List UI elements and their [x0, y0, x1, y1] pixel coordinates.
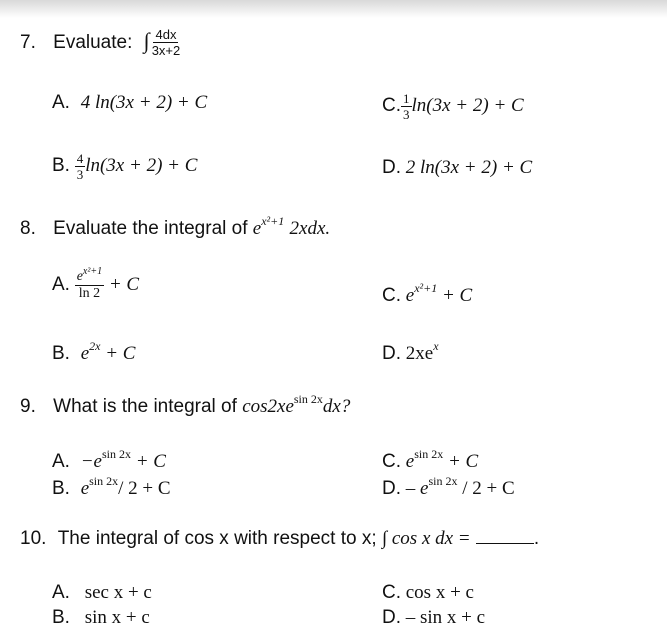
question-7: [20, 28, 182, 57]
option-label: D.: [382, 607, 401, 628]
option-text: ln(3x + 2) + C: [85, 154, 198, 176]
expr-base: cos2xe: [242, 396, 294, 417]
fraction-numerator: 4dx: [155, 27, 177, 43]
option-label: B.: [52, 343, 70, 364]
coef-num: 1: [403, 91, 410, 106]
question-number: 8.: [20, 218, 36, 239]
coef-num: 4: [76, 151, 84, 166]
option-text: cos x + c: [405, 582, 474, 603]
option-text: 4 ln(3x + 2) + C: [80, 92, 208, 113]
top-shadow: [0, 0, 667, 18]
option-label: D.: [382, 343, 401, 364]
option-label: B.: [52, 478, 70, 499]
option-label: A.: [52, 582, 70, 603]
q9-option-b[interactable]: [52, 474, 171, 500]
q7-option-d[interactable]: [382, 157, 532, 179]
option-base: e: [405, 285, 415, 306]
option-fraction: [75, 266, 104, 301]
question-10: [20, 528, 539, 550]
option-exp: x²+1: [414, 281, 438, 295]
question-9: [20, 392, 351, 418]
option-coefficient: [75, 152, 86, 181]
option-label: C.: [382, 451, 401, 472]
option-text: 2 ln(3x + 2) + C: [405, 157, 533, 178]
question-text: Evaluate:: [53, 32, 133, 53]
option-tail: + C: [108, 273, 140, 295]
option-label: D.: [382, 478, 401, 499]
option-coefficient: [401, 92, 412, 121]
question-number: 9.: [20, 396, 36, 417]
option-label: C.: [382, 285, 401, 306]
coef-den: 3: [76, 167, 84, 182]
option-base: – e: [405, 478, 429, 499]
question-text: The integral of cos x with respect to x;: [57, 528, 377, 549]
option-text: sec x + c: [84, 582, 152, 603]
fraction-numerator: [75, 266, 104, 286]
option-tail: + C: [441, 285, 473, 306]
expr-exponent: sin 2x: [293, 392, 323, 406]
q7-option-c[interactable]: [382, 92, 524, 121]
option-label: B.: [52, 154, 70, 176]
question-text: Evaluate the integral of: [53, 218, 248, 239]
expr-tail: 2xdx.: [289, 218, 331, 239]
integral-expression: ∫ cos x dx =: [381, 528, 471, 549]
num-base: e: [76, 269, 83, 284]
option-exp: 2x: [89, 339, 101, 353]
integral-sign: ∫: [143, 28, 150, 53]
question-number: 7.: [20, 32, 36, 53]
option-base: e: [405, 451, 415, 472]
question-text: What is the integral of: [53, 396, 237, 417]
q10-option-b[interactable]: [52, 607, 150, 629]
q9-option-d[interactable]: [382, 474, 515, 500]
option-base: e: [80, 478, 90, 499]
q10-option-a[interactable]: [52, 582, 152, 604]
option-label: C.: [382, 582, 401, 603]
q10-option-d[interactable]: [382, 607, 485, 629]
option-label: C.: [382, 94, 401, 116]
option-label: A.: [52, 92, 70, 113]
q8-option-a[interactable]: [52, 266, 140, 301]
option-base: e: [80, 343, 90, 364]
answer-blank: [476, 529, 534, 544]
option-exp: sin 2x: [414, 447, 444, 461]
q9-option-a[interactable]: [52, 447, 166, 473]
fraction-denominator: 3x+2: [151, 43, 181, 59]
fraction-denominator: ln 2: [78, 286, 101, 301]
integrand-fraction: [150, 28, 183, 57]
question-end: .: [533, 528, 540, 549]
option-label: B.: [52, 607, 70, 628]
q8-option-d[interactable]: [382, 339, 439, 365]
option-text: 2xe: [405, 343, 434, 364]
option-tail: / 2 + C: [118, 478, 171, 499]
option-exp: sin 2x: [428, 474, 458, 488]
q8-option-b[interactable]: [52, 339, 136, 365]
q10-option-c[interactable]: [382, 582, 474, 604]
question-8: [20, 214, 331, 240]
q7-option-b[interactable]: [52, 152, 197, 181]
option-label: A.: [52, 273, 70, 295]
option-tail: / 2 + C: [462, 478, 515, 499]
expr-tail: dx?: [322, 396, 351, 417]
option-exp: sin 2x: [89, 474, 119, 488]
coef-den: 3: [403, 107, 410, 122]
option-tail: + C: [105, 343, 136, 364]
question-number: 10.: [20, 528, 47, 549]
q9-option-c[interactable]: [382, 447, 479, 473]
option-base: −e: [80, 451, 102, 472]
expr-exponent: x²+1: [261, 214, 285, 228]
option-text: ln(3x + 2) + C: [411, 94, 524, 116]
q7-option-a[interactable]: [52, 92, 207, 114]
option-label: A.: [52, 451, 70, 472]
option-label: D.: [382, 157, 401, 178]
num-exp: x²+1: [82, 266, 103, 277]
q8-option-c[interactable]: [382, 281, 473, 307]
option-tail: + C: [447, 451, 479, 472]
option-exp: sin 2x: [101, 447, 131, 461]
option-exp: x: [433, 339, 439, 353]
option-text: – sin x + c: [405, 607, 486, 628]
expr-base: e: [252, 218, 262, 239]
option-text: sin x + c: [84, 607, 150, 628]
option-tail: + C: [135, 451, 166, 472]
